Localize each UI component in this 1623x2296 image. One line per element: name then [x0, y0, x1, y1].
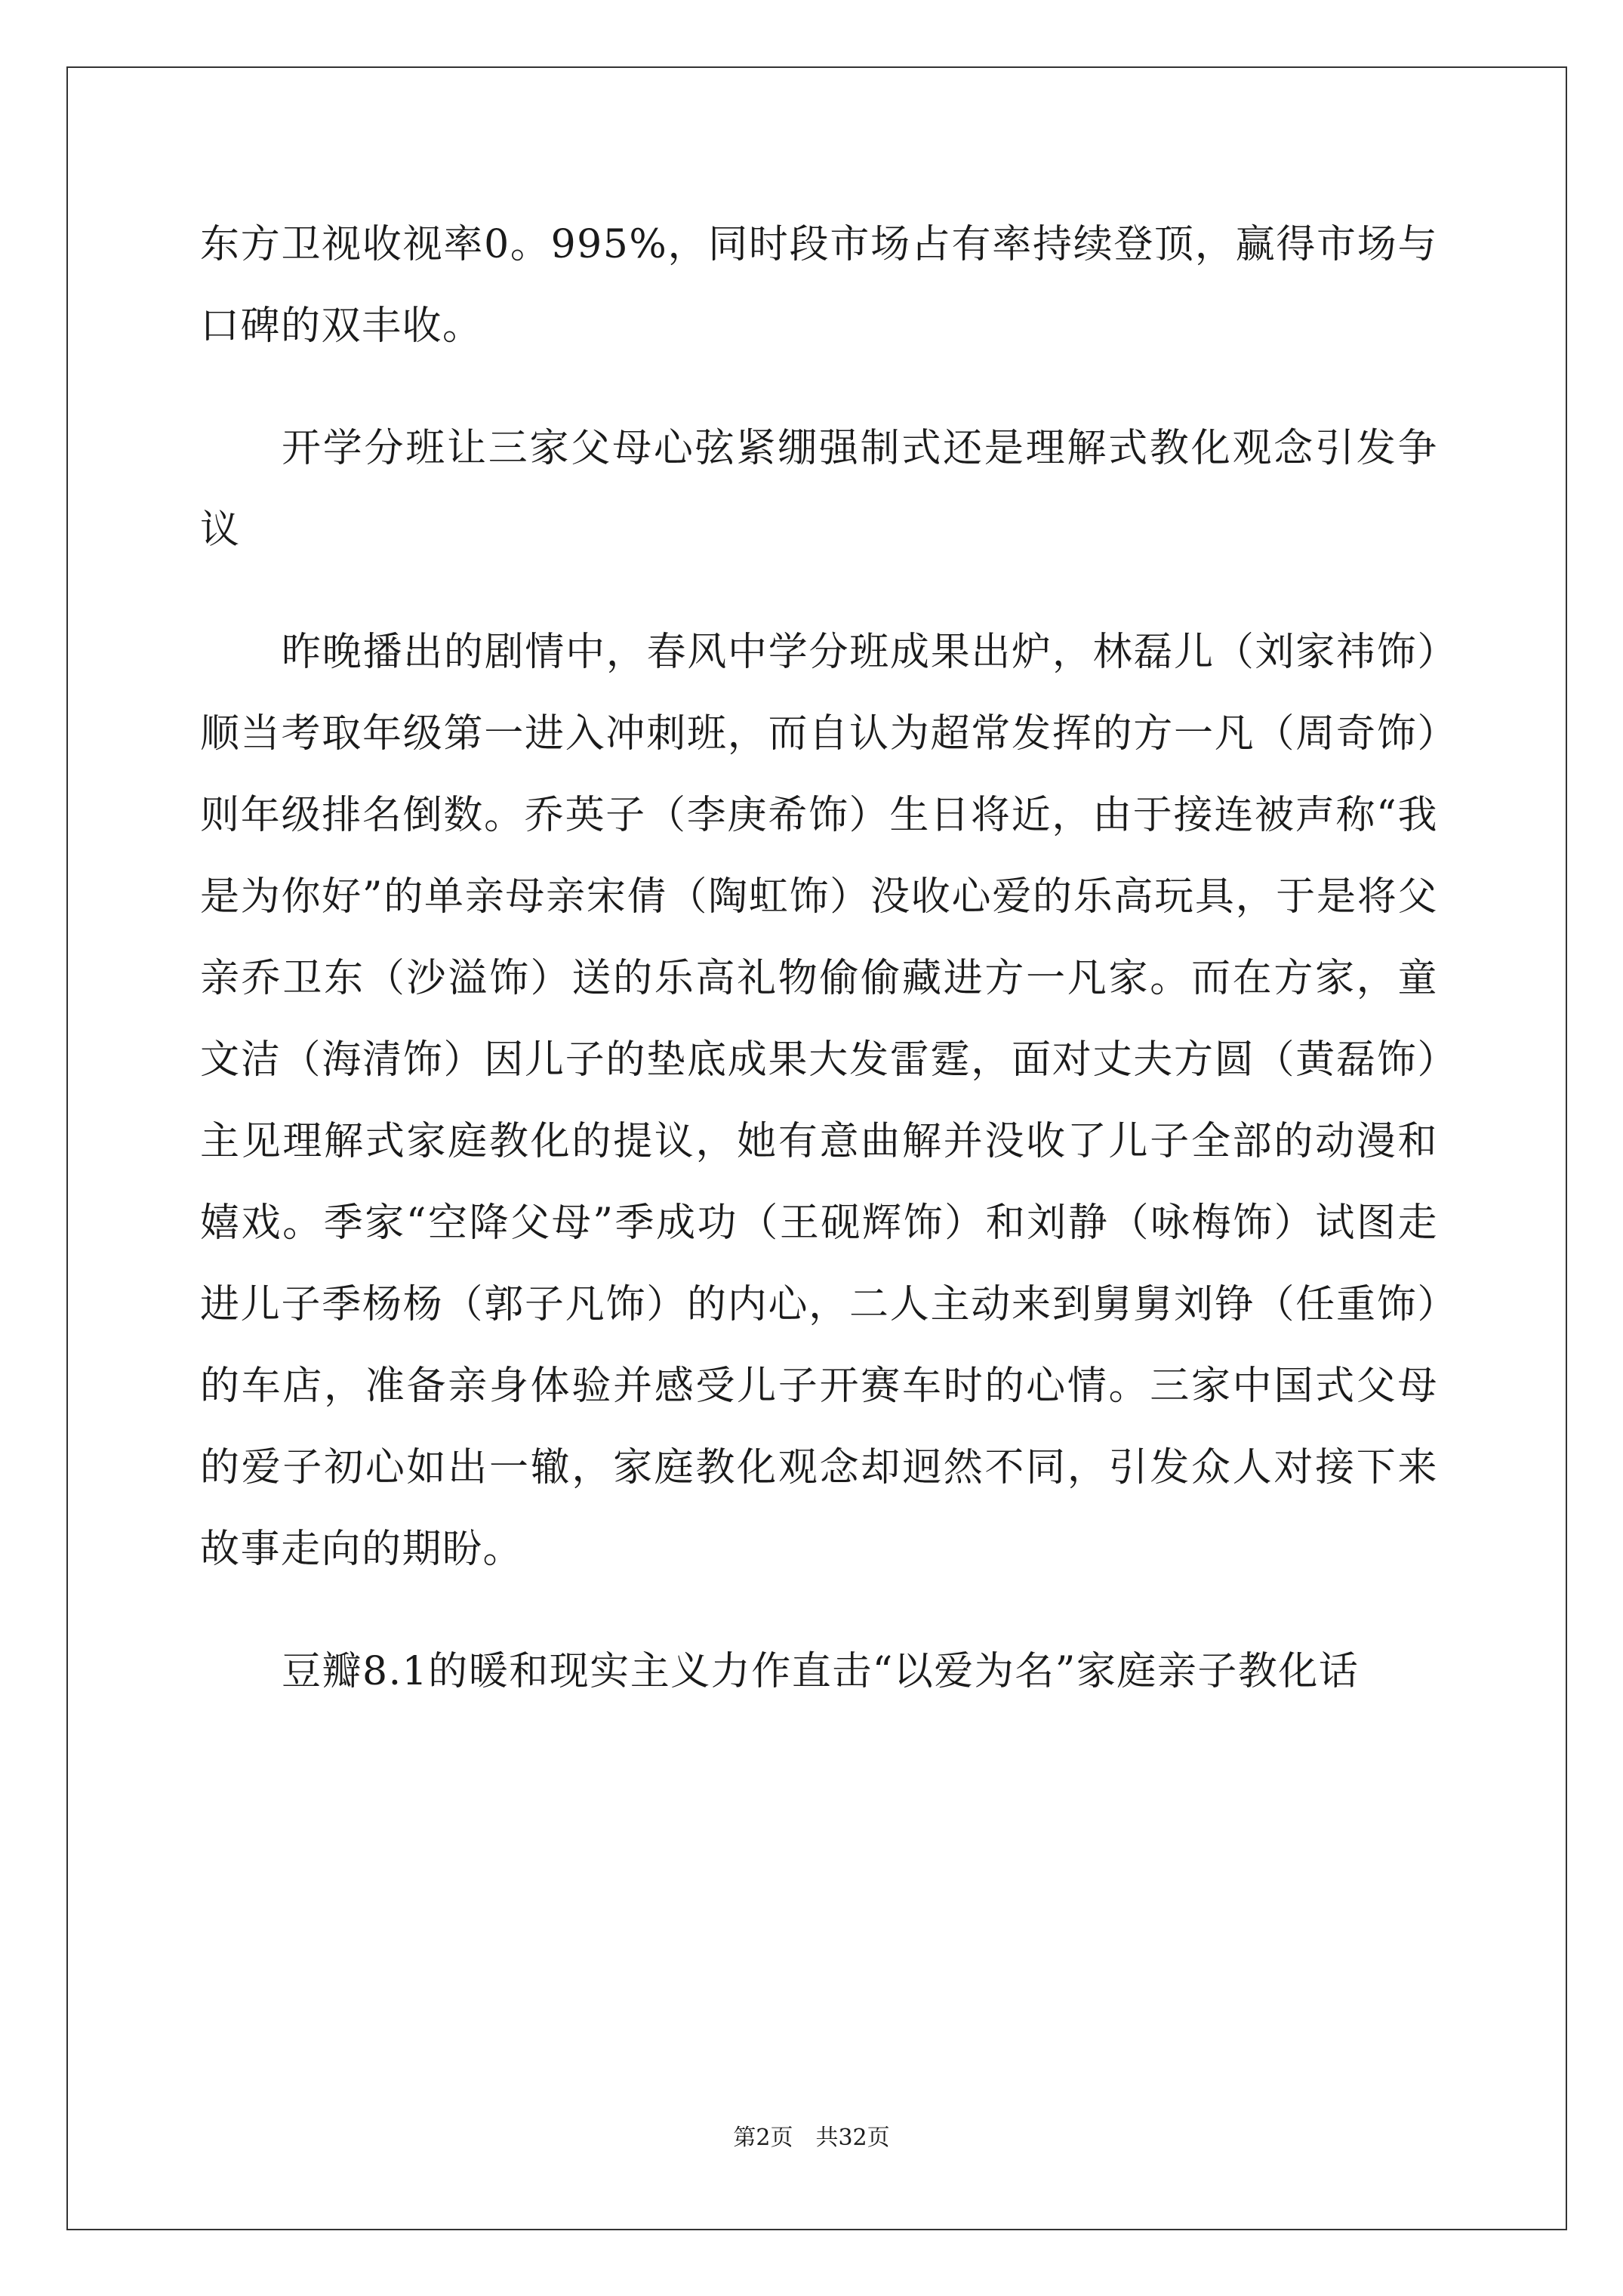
paragraph-4: 豆瓣8.1的暖和现实主义力作直击“以爱为名”家庭亲子教化话	[282, 1649, 1360, 1694]
document-body	[200, 204, 1438, 1712]
page-footer	[0, 2123, 1623, 2153]
paragraph-3: 昨晚播出的剧情中，春风中学分班成果出炉，林磊儿（刘家祎饰）顺当考取年级第一进入冲刺班，而自认为超常发挥的方一凡（周奇饰）则年级排名倒数。乔英子（李庚希饰）生日将近，由于接连被声称“我是为你好”的单亲母亲宋倩（陶虹饰）没收心爱的乐高玩具，于是将父亲乔卫东（沙溢饰）送的乐高礼物偷偷藏进方一凡家。而在方家，童文洁（海清饰）因儿子的垫底成果大发雷霆，面对丈夫方圆（黄磊饰）主见理解式家庭教化的提议，她有意曲解并没收了儿子全部的动漫和嬉戏。季家“空降父母”季成功（王砚辉饰）和刘静（咏梅饰）试图走进儿子季杨杨（郭子凡饰）的内心，二人主动来到舅舅刘铮（任重饰）的车店，准备亲身体验并感受儿子开赛车时的心情。三家中国式父母的爱子初心如出一辙，家庭教化观念却迥然不同，引发众人对接下来故事走向的期盼。	[200, 630, 1438, 1572]
page-number: 第2页	[733, 2125, 793, 2151]
paragraph-1: 东方卫视收视率0。995%，同时段市场占有率持续登顶，赢得市场与口碑的双丰收。	[200, 222, 1438, 349]
page-total: 共32页	[815, 2125, 890, 2151]
paragraph-2: 开学分班让三家父母心弦紧绷强制式还是理解式教化观念引发争议	[200, 426, 1438, 553]
